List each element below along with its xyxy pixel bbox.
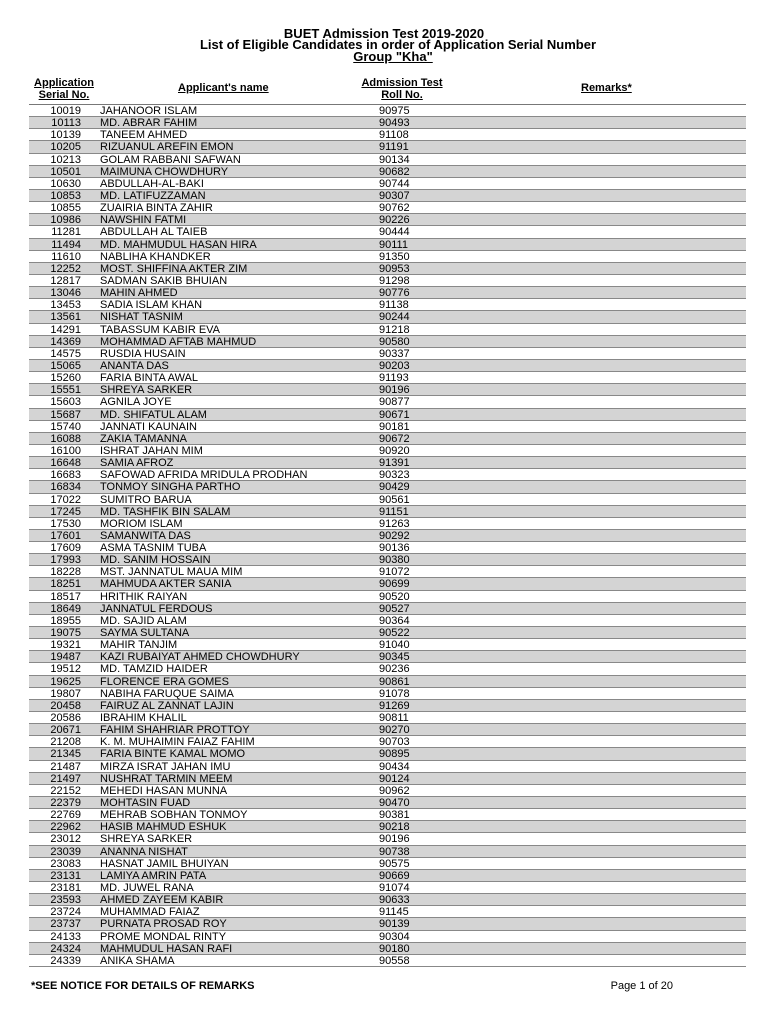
roll-no-cell: 90527 [379, 602, 410, 615]
table-row [29, 785, 746, 797]
header-roll-line2: Roll No. [381, 89, 423, 101]
serial-no-cell: 13561 [50, 311, 81, 324]
applicant-name-cell: MST. JANNATUL MAUA MIM [100, 566, 243, 579]
roll-no-cell: 91040 [379, 639, 410, 652]
serial-no-cell: 23039 [50, 845, 81, 858]
applicant-name-cell: MD. TASHFIK BIN SALAM [100, 505, 231, 518]
serial-no-cell: 12252 [50, 262, 81, 275]
serial-no-cell: 12817 [50, 274, 81, 287]
table-row [29, 494, 746, 506]
serial-no-cell: 10205 [50, 141, 81, 154]
header-serial-line1: Application [34, 77, 94, 89]
applicant-name-cell: MAIMUNA CHOWDHURY [100, 165, 229, 178]
serial-no-cell: 11281 [51, 226, 81, 239]
roll-no-cell: 90699 [379, 578, 410, 591]
table-row [29, 530, 746, 542]
serial-no-cell: 13453 [50, 299, 81, 312]
applicant-name-cell: SHREYA SARKER [100, 384, 193, 397]
table-row [29, 615, 746, 627]
serial-no-cell: 19807 [50, 687, 81, 700]
serial-no-cell: 15603 [50, 396, 81, 409]
roll-no-cell: 90738 [379, 845, 410, 858]
applicant-name-cell: MD. SHIFATUL ALAM [100, 408, 207, 421]
applicant-name-cell: MD. SAJID ALAM [100, 614, 187, 627]
serial-no-cell: 17993 [50, 554, 81, 567]
roll-no-cell: 90811 [379, 712, 409, 725]
table-row [29, 724, 746, 736]
roll-no-cell: 90307 [379, 189, 410, 202]
table-row [29, 190, 746, 202]
applicant-name-cell: MD. LATIFUZZAMAN [100, 189, 206, 202]
table-row [29, 882, 746, 894]
serial-no-cell: 18517 [50, 590, 81, 603]
serial-no-cell: 19075 [50, 627, 81, 640]
serial-no-cell: 15687 [50, 408, 81, 421]
serial-no-cell: 22379 [50, 797, 81, 810]
roll-no-cell: 90429 [379, 481, 410, 494]
serial-no-cell: 23012 [50, 833, 81, 846]
applicant-name-cell: JANNATUL FERDOUS [100, 602, 213, 615]
roll-no-cell: 90671 [379, 408, 410, 421]
applicant-name-cell: MORIOM ISLAM [100, 517, 183, 530]
table-row [29, 433, 746, 445]
applicant-name-cell: FAHIM SHAHRIAR PROTTOY [100, 724, 250, 737]
roll-no-cell: 90139 [379, 918, 410, 931]
table-row [29, 821, 746, 833]
applicant-name-cell: SHREYA SARKER [100, 833, 193, 846]
serial-no-cell: 23181 [50, 882, 81, 894]
serial-no-cell: 22962 [50, 821, 81, 834]
table-row [29, 833, 746, 845]
applicant-name-cell: MD. ABRAR FAHIM [100, 117, 198, 130]
table-row [29, 542, 746, 554]
serial-no-cell: 20671 [50, 724, 81, 737]
roll-no-cell: 91138 [379, 299, 409, 312]
serial-no-cell: 16088 [50, 432, 81, 445]
table-row [29, 918, 746, 930]
table-row [29, 384, 746, 396]
roll-no-cell: 90364 [379, 614, 410, 627]
roll-no-cell: 90337 [379, 347, 410, 360]
roll-no-cell: 91108 [379, 129, 409, 142]
serial-no-cell: 15551 [50, 384, 81, 397]
serial-no-cell: 14369 [50, 335, 81, 348]
serial-no-cell: 10630 [50, 177, 81, 190]
roll-no-cell: 90953 [379, 262, 410, 275]
applicant-name-cell: AHMED ZAYEEM KABIR [100, 894, 224, 907]
roll-no-cell: 91072 [379, 566, 410, 579]
table-row [29, 166, 746, 178]
table-row [29, 372, 746, 384]
serial-no-cell: 10019 [50, 105, 81, 117]
serial-no-cell: 21487 [50, 760, 81, 773]
table-row [29, 105, 746, 117]
serial-no-cell: 22152 [50, 784, 81, 797]
serial-no-cell: 23131 [50, 869, 81, 882]
serial-no-cell: 18955 [50, 614, 81, 627]
roll-no-cell: 90434 [379, 760, 410, 773]
table-row [29, 348, 746, 360]
table-row [29, 445, 746, 457]
candidate-table [29, 104, 746, 967]
table-row [29, 324, 746, 336]
applicant-name-cell: TONMOY SINGHA PARTHO [100, 481, 241, 494]
applicant-name-cell: MAHIN AHMED [100, 287, 178, 300]
roll-no-cell: 90920 [379, 444, 410, 457]
applicant-name-cell: SAFOWAD AFRIDA MRIDULA PRODHAN [100, 469, 308, 482]
roll-no-cell: 90380 [379, 554, 410, 567]
table-row [29, 336, 746, 348]
table-row [29, 360, 746, 372]
applicant-name-cell: SAMIA AFROZ [100, 457, 174, 470]
applicant-name-cell: NISHAT TASNIM [100, 311, 183, 324]
applicant-name-cell: SAYMA SULTANA [100, 627, 190, 640]
serial-no-cell: 24339 [50, 954, 81, 967]
roll-no-cell: 90323 [379, 469, 410, 482]
table-row [29, 712, 746, 724]
serial-no-cell: 10855 [50, 202, 81, 215]
table-row [29, 481, 746, 493]
serial-no-cell: 17609 [50, 542, 81, 555]
serial-no-cell: 10213 [50, 153, 81, 166]
serial-no-cell: 17022 [50, 493, 81, 506]
applicant-name-cell: RUSDIA HUSAIN [100, 347, 186, 360]
applicant-name-cell: RIZUANUL AREFIN EMON [100, 141, 234, 154]
roll-no-cell: 90962 [379, 784, 410, 797]
page-number: Page 1 of 20 [610, 980, 673, 992]
applicant-name-cell: TABASSUM KABIR EVA [100, 323, 221, 336]
applicant-name-cell: JAHANOOR ISLAM [100, 105, 198, 117]
roll-no-cell: 90895 [379, 748, 410, 761]
applicant-name-cell: TANEEM AHMED [100, 129, 188, 142]
table-row [29, 457, 746, 469]
roll-no-cell: 90203 [379, 359, 410, 372]
table-row [29, 906, 746, 918]
applicant-name-cell: HASNAT JAMIL BHUIYAN [100, 857, 229, 870]
table-row [29, 117, 746, 129]
serial-no-cell: 10501 [50, 165, 81, 178]
serial-no-cell: 16683 [50, 469, 81, 482]
applicant-name-cell: SUMITRO BARUA [100, 493, 192, 506]
serial-no-cell: 20586 [50, 712, 81, 725]
roll-no-cell: 91193 [379, 372, 409, 385]
roll-no-cell: 91298 [379, 274, 410, 287]
applicant-name-cell: FAIRUZ AL ZANNAT LAJIN [100, 699, 234, 712]
serial-no-cell: 23083 [50, 857, 81, 870]
table-row [29, 700, 746, 712]
applicant-name-cell: SADMAN SAKIB BHUIAN [100, 274, 228, 287]
roll-no-cell: 90196 [379, 833, 410, 846]
applicant-name-cell: FARIA BINTA AWAL [100, 372, 199, 385]
document-subtitle: List of Eligible Candidates in order of Application Serial Number [199, 37, 597, 52]
table-row [29, 846, 746, 858]
table-row [29, 226, 746, 238]
serial-no-cell: 16648 [50, 457, 81, 470]
table-row [29, 809, 746, 821]
applicant-name-cell: MIRZA ISRAT JAHAN IMU [100, 760, 231, 773]
roll-no-cell: 91218 [379, 323, 410, 336]
applicant-name-cell: MOHTASIN FUAD [100, 797, 191, 810]
roll-no-cell: 90134 [379, 153, 410, 166]
applicant-name-cell: ZAKIA TAMANNA [100, 432, 188, 445]
applicant-name-cell: MOHAMMAD AFTAB MAHMUD [100, 335, 257, 348]
roll-no-cell: 90292 [379, 529, 410, 542]
roll-no-cell: 91145 [379, 906, 409, 919]
roll-no-cell: 91269 [379, 699, 410, 712]
table-row [29, 651, 746, 663]
serial-no-cell: 18251 [50, 578, 81, 591]
footer-note: *SEE NOTICE FOR DETAILS OF REMARKS [31, 980, 255, 992]
serial-no-cell: 23737 [50, 918, 81, 931]
table-row [29, 154, 746, 166]
applicant-name-cell: ANANNA NISHAT [100, 845, 188, 858]
applicant-name-cell: GOLAM RABBANI SAFWAN [100, 153, 241, 166]
applicant-name-cell: MAHMUDA AKTER SANIA [100, 578, 232, 591]
header-serial-no [22, 77, 106, 101]
table-row [29, 955, 746, 967]
roll-no-cell: 90381 [379, 809, 410, 822]
applicant-name-cell: MEHRAB SOBHAN TONMOY [100, 809, 248, 822]
table-row [29, 736, 746, 748]
table-row [29, 299, 746, 311]
table-row [29, 931, 746, 943]
roll-no-cell: 90136 [379, 542, 410, 555]
table-row [29, 870, 746, 882]
applicant-name-cell: ABDULLAH AL TAIEB [100, 226, 208, 239]
serial-no-cell: 24324 [50, 942, 81, 955]
serial-no-cell: 16834 [50, 481, 81, 494]
table-row [29, 275, 746, 287]
serial-no-cell: 21208 [50, 736, 81, 749]
table-row [29, 202, 746, 214]
table-row [29, 591, 746, 603]
roll-no-cell: 90304 [379, 930, 410, 943]
serial-no-cell: 17601 [50, 529, 81, 542]
applicant-name-cell: MD. TAMZID HAIDER [100, 663, 208, 676]
table-row [29, 178, 746, 190]
table-row [29, 627, 746, 639]
serial-no-cell: 23724 [50, 906, 81, 919]
roll-no-cell: 91191 [379, 141, 409, 154]
table-row [29, 639, 746, 651]
applicant-name-cell: SAMANWITA DAS [100, 529, 191, 542]
table-row [29, 239, 746, 251]
table-row [29, 251, 746, 263]
table-row [29, 603, 746, 615]
table-row [29, 469, 746, 481]
table-row [29, 506, 746, 518]
roll-no-cell: 90762 [379, 202, 410, 215]
roll-no-cell: 90744 [379, 177, 410, 190]
table-row [29, 287, 746, 299]
document-title: BUET Admission Test 2019-2020 [283, 26, 485, 41]
roll-no-cell: 90575 [379, 857, 410, 870]
roll-no-cell: 90226 [379, 214, 410, 227]
serial-no-cell: 10986 [50, 214, 81, 227]
applicant-name-cell: MD. MAHMUDUL HASAN HIRA [100, 238, 257, 251]
roll-no-cell: 90111 [379, 238, 408, 251]
roll-no-cell: 90470 [379, 797, 410, 810]
table-row [29, 894, 746, 906]
table-row [29, 566, 746, 578]
roll-no-cell: 90196 [379, 384, 410, 397]
serial-no-cell: 20458 [50, 699, 81, 712]
roll-no-cell: 90236 [379, 663, 410, 676]
roll-no-cell: 90669 [379, 869, 410, 882]
roll-no-cell: 90270 [379, 724, 410, 737]
roll-no-cell: 90861 [379, 675, 410, 688]
roll-no-cell: 91350 [379, 250, 410, 263]
applicant-name-cell: ISHRAT JAHAN MIM [100, 444, 203, 457]
table-row [29, 773, 746, 785]
applicant-name-cell: ZUAIRIA BINTA ZAHIR [100, 202, 213, 215]
table-row [29, 663, 746, 675]
serial-no-cell: 10113 [51, 117, 81, 130]
roll-no-cell: 90703 [379, 736, 410, 749]
roll-no-cell: 90776 [379, 287, 410, 300]
table-row [29, 409, 746, 421]
roll-no-cell: 90244 [379, 311, 410, 324]
serial-no-cell: 19512 [50, 663, 81, 676]
applicant-name-cell: JANNATI KAUNAIN [100, 420, 197, 433]
applicant-name-cell: SADIA ISLAM KHAN [100, 299, 203, 312]
applicant-name-cell: PURNATA PROSAD ROY [100, 918, 227, 931]
table-row [29, 141, 746, 153]
roll-no-cell: 90218 [379, 821, 410, 834]
group-label: Group "Kha" [353, 49, 433, 64]
serial-no-cell: 13046 [50, 287, 81, 300]
serial-no-cell: 15260 [50, 372, 81, 385]
table-row [29, 311, 746, 323]
roll-no-cell: 90180 [379, 942, 410, 955]
serial-no-cell: 14575 [50, 347, 81, 360]
roll-no-cell: 90561 [379, 493, 410, 506]
serial-no-cell: 17530 [50, 517, 81, 530]
applicant-name-cell: MD. JUWEL RANA [100, 882, 194, 894]
header-applicant-name: Applicant's name [178, 82, 269, 94]
applicant-name-cell: HRITHIK RAIYAN [100, 590, 188, 603]
applicant-name-cell: MEHEDI HASAN MUNNA [100, 784, 228, 797]
roll-no-cell: 90672 [379, 432, 410, 445]
table-row [29, 396, 746, 408]
serial-no-cell: 16100 [50, 444, 81, 457]
applicant-name-cell: KAZI RUBAIYAT AHMED CHOWDHURY [100, 651, 300, 664]
applicant-name-cell: FLORENCE ERA GOMES [100, 675, 229, 688]
roll-no-cell: 90877 [379, 396, 410, 409]
table-row [29, 943, 746, 955]
roll-no-cell: 90975 [379, 105, 410, 117]
applicant-name-cell: K. M. MUHAIMIN FAIAZ FAHIM [100, 736, 255, 749]
table-row [29, 676, 746, 688]
serial-no-cell: 14291 [50, 323, 81, 336]
roll-no-cell: 90682 [379, 165, 410, 178]
serial-no-cell: 18228 [50, 566, 81, 579]
header-remarks: Remarks* [581, 82, 632, 94]
header-roll-no [350, 77, 454, 101]
roll-no-cell: 90520 [379, 590, 410, 603]
table-row [29, 129, 746, 141]
serial-no-cell: 10139 [50, 129, 81, 142]
table-row [29, 518, 746, 530]
table-row [29, 554, 746, 566]
serial-no-cell: 23593 [50, 894, 81, 907]
applicant-name-cell: PROME MONDAL RINTY [100, 930, 227, 943]
serial-no-cell: 11494 [51, 238, 81, 251]
roll-no-cell: 90444 [379, 226, 410, 239]
table-row [29, 263, 746, 275]
table-row [29, 797, 746, 809]
serial-no-cell: 19487 [50, 651, 81, 664]
roll-no-cell: 91078 [379, 687, 410, 700]
serial-no-cell: 21345 [50, 748, 81, 761]
table-row [29, 688, 746, 700]
serial-no-cell: 11610 [51, 250, 81, 263]
roll-no-cell: 90580 [379, 335, 410, 348]
table-row [29, 761, 746, 773]
serial-no-cell: 10853 [50, 189, 81, 202]
table-row [29, 858, 746, 870]
serial-no-cell: 22769 [50, 809, 81, 822]
applicant-name-cell: MUHAMMAD FAIAZ [100, 906, 200, 919]
table-row [29, 421, 746, 433]
roll-no-cell: 90633 [379, 894, 410, 907]
serial-no-cell: 24133 [50, 930, 81, 943]
applicant-name-cell: LAMIYA AMRIN PATA [100, 869, 207, 882]
serial-no-cell: 19321 [50, 639, 81, 652]
header-serial-line2: Serial No. [38, 89, 90, 101]
applicant-name-cell: FARIA BINTE KAMAL MOMO [100, 748, 246, 761]
applicant-name-cell: NAWSHIN FATMI [100, 214, 187, 227]
applicant-name-cell: NUSHRAT TARMIN MEEM [100, 772, 233, 785]
roll-no-cell: 90124 [379, 772, 410, 785]
applicant-name-cell: MD. SANIM HOSSAIN [100, 554, 211, 567]
applicant-name-cell: MAHIR TANJIM [100, 639, 178, 652]
applicant-name-cell: MOST. SHIFFINA AKTER ZIM [100, 262, 248, 275]
roll-no-cell: 90522 [379, 627, 410, 640]
header-roll-line1: Admission Test [361, 77, 443, 89]
roll-no-cell: 91391 [379, 457, 410, 470]
applicant-name-cell: ANIKA SHAMA [100, 954, 175, 967]
applicant-name-cell: MAHMUDUL HASAN RAFI [100, 942, 233, 955]
roll-no-cell: 90493 [379, 117, 410, 130]
applicant-name-cell: NABLIHA KHANDKER [100, 250, 211, 263]
applicant-name-cell: AGNILA JOYE [100, 396, 172, 409]
applicant-name-cell: NABIHA FARUQUE SAIMA [100, 687, 234, 700]
table-row [29, 748, 746, 760]
applicant-name-cell: ASMA TASNIM TUBA [100, 542, 207, 555]
serial-no-cell: 15065 [50, 359, 81, 372]
table-row [29, 214, 746, 226]
roll-no-cell: 90345 [379, 651, 410, 664]
roll-no-cell: 91263 [379, 517, 410, 530]
roll-no-cell: 91074 [379, 882, 410, 894]
roll-no-cell: 90558 [379, 954, 410, 967]
roll-no-cell: 90181 [379, 420, 410, 433]
applicant-name-cell: HASIB MAHMUD ESHUK [100, 821, 227, 834]
serial-no-cell: 19625 [50, 675, 81, 688]
serial-no-cell: 15740 [50, 420, 81, 433]
serial-no-cell: 17245 [50, 505, 81, 518]
table-row [29, 578, 746, 590]
roll-no-cell: 91151 [379, 505, 409, 518]
applicant-name-cell: IBRAHIM KHALIL [100, 712, 187, 725]
serial-no-cell: 21497 [50, 772, 81, 785]
serial-no-cell: 18649 [50, 602, 81, 615]
applicant-name-cell: ANANTA DAS [100, 359, 169, 372]
applicant-name-cell: ABDULLAH-AL-BAKI [100, 177, 204, 190]
